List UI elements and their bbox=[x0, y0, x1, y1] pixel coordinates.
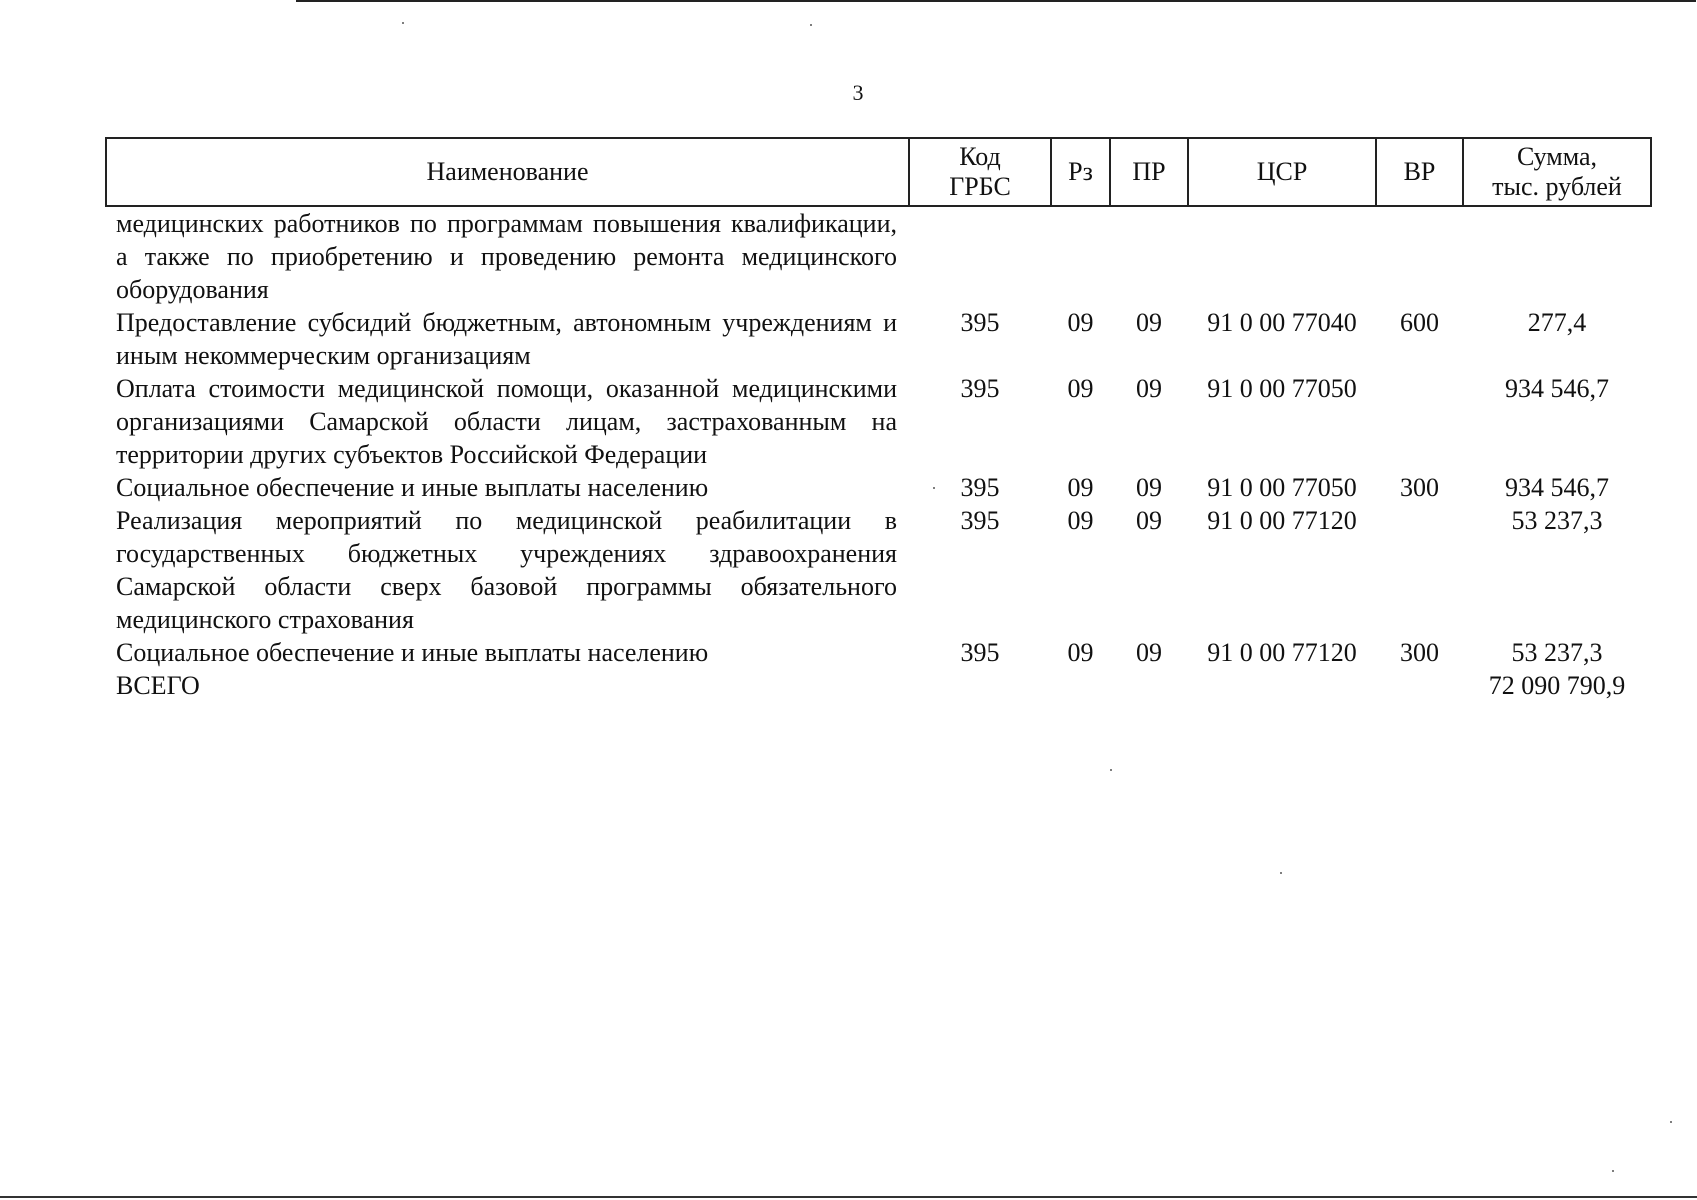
scan-edge-bottom bbox=[0, 1196, 1697, 1198]
header-csr: ЦСР bbox=[1188, 138, 1376, 206]
row-rz bbox=[1051, 206, 1110, 306]
row-rz: 09 bbox=[1067, 473, 1094, 502]
table-row bbox=[106, 471, 1651, 504]
row-sum: 934 546,7 bbox=[1505, 473, 1609, 502]
row-vr: 600 bbox=[1400, 308, 1439, 337]
row-sum: 53 237,3 bbox=[1511, 638, 1603, 667]
scan-speck bbox=[1670, 1121, 1672, 1123]
row-name: Оплата стоимости медицинской помощи, оказанной медицинскими организациями Самарской области лицам, застрахованным на территории других субъектов Российской Федерации bbox=[116, 374, 897, 469]
header-name: Наименование bbox=[106, 138, 909, 206]
row-grbs bbox=[909, 206, 1051, 306]
row-name: Социальное обеспечение и иные выплаты населению bbox=[116, 638, 709, 667]
table-row bbox=[106, 636, 1651, 669]
header-sum-line2: тыс. рублей bbox=[1492, 172, 1622, 201]
row-name: медицинских работников по программам повышения квалификации, а также по приобретению и проведению ремонта медицинского оборудования bbox=[116, 209, 897, 304]
row-pr: 09 bbox=[1136, 374, 1162, 403]
row-rz: 09 bbox=[1067, 308, 1094, 337]
row-pr: 09 bbox=[1136, 473, 1162, 502]
header-vr: ВР bbox=[1376, 138, 1463, 206]
table-row bbox=[106, 372, 1651, 471]
row-rz: 09 bbox=[1067, 638, 1094, 667]
row-csr: 91 0 00 77120 bbox=[1207, 638, 1357, 667]
row-sum: 934 546,7 bbox=[1505, 374, 1609, 403]
row-pr: 09 bbox=[1136, 308, 1162, 337]
table-row bbox=[106, 504, 1651, 636]
row-pr: 09 bbox=[1136, 506, 1162, 535]
row-grbs: 395 bbox=[960, 308, 1000, 337]
header-grbs-line2: ГРБС bbox=[949, 172, 1011, 201]
row-vr: 300 bbox=[1400, 638, 1439, 667]
row-csr: 91 0 00 77040 bbox=[1207, 308, 1357, 337]
budget-table bbox=[105, 137, 1652, 702]
row-csr bbox=[1188, 206, 1376, 306]
scan-speck bbox=[402, 22, 404, 24]
scan-speck bbox=[1280, 872, 1282, 874]
row-grbs: 395 bbox=[960, 473, 1000, 502]
scan-speck bbox=[810, 24, 812, 26]
scan-edge-top bbox=[296, 0, 1696, 2]
row-csr: 91 0 00 77050 bbox=[1207, 473, 1357, 502]
row-grbs: 395 bbox=[960, 374, 1000, 403]
row-sum: 277,4 bbox=[1527, 308, 1587, 337]
row-name: Реализация мероприятий по медицинской реабилитации в государственных бюджетных учреждениях здравоохранения Самарской области сверх базовой программы обязательного медицинского страхования bbox=[116, 506, 897, 634]
table-header-row bbox=[106, 138, 1651, 206]
header-sum-line1: Сумма, bbox=[1516, 142, 1598, 171]
row-rz: 09 bbox=[1067, 374, 1094, 403]
row-name: Социальное обеспечение и иные выплаты населению bbox=[116, 473, 709, 502]
row-grbs: 395 bbox=[960, 638, 1000, 667]
row-rz: 09 bbox=[1067, 506, 1094, 535]
row-csr: 91 0 00 77120 bbox=[1207, 506, 1357, 535]
header-sum bbox=[1463, 138, 1651, 206]
row-vr bbox=[1376, 206, 1463, 306]
row-pr bbox=[1110, 206, 1188, 306]
table-row bbox=[106, 206, 1651, 306]
row-sum: 53 237,3 bbox=[1511, 506, 1603, 535]
table-row bbox=[106, 306, 1651, 372]
row-vr bbox=[1376, 504, 1463, 636]
table-total-row bbox=[106, 669, 1651, 702]
total-label: ВСЕГО bbox=[116, 671, 200, 700]
row-sum bbox=[1463, 206, 1651, 306]
total-sum: 72 090 790,9 bbox=[1488, 671, 1626, 700]
row-pr: 09 bbox=[1136, 638, 1162, 667]
header-pr: ПР bbox=[1110, 138, 1188, 206]
scan-speck bbox=[1612, 1170, 1614, 1172]
row-vr bbox=[1376, 372, 1463, 471]
header-rz: Рз bbox=[1051, 138, 1110, 206]
scan-speck bbox=[1110, 769, 1112, 771]
header-grbs bbox=[909, 138, 1051, 206]
header-grbs-line1: Код bbox=[959, 142, 1001, 171]
row-grbs: 395 bbox=[960, 506, 1000, 535]
page-number: 3 bbox=[852, 80, 864, 105]
row-csr: 91 0 00 77050 bbox=[1207, 374, 1357, 403]
row-vr: 300 bbox=[1400, 473, 1439, 502]
scan-speck bbox=[933, 487, 935, 489]
row-name: Предоставление субсидий бюджетным, автономным учреждениям и иным некоммерческим организациям bbox=[116, 308, 897, 370]
